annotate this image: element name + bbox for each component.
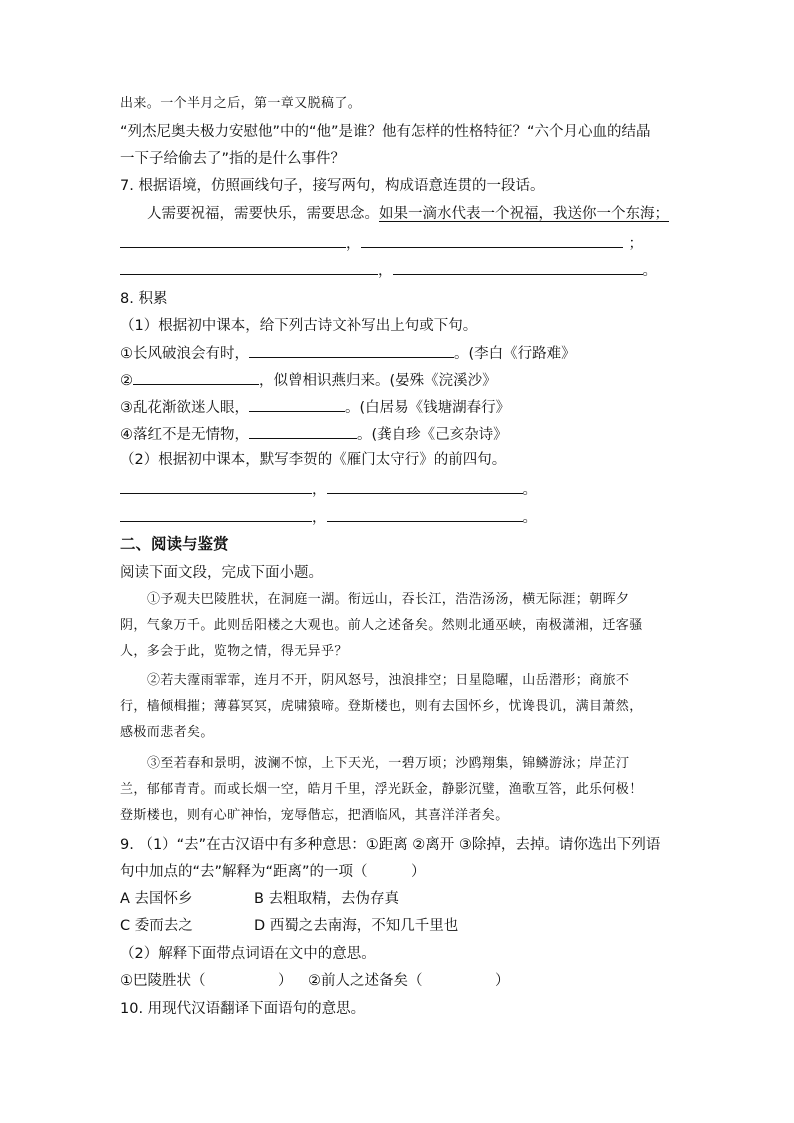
q8-item-3-blank[interactable] bbox=[249, 396, 345, 412]
passage-p1-line-3: 人，多会于此，览物之情，得无异乎？ bbox=[120, 644, 348, 659]
q8-part2-comma-2: ， bbox=[312, 510, 327, 526]
q8-title: 8. 积累 bbox=[120, 291, 168, 307]
passage-p3-line-1: ③至若春和景明，波澜不惊，上下天光，一碧万顷；沙鸥翔集，锦鳞游泳；岸芷汀 bbox=[147, 756, 630, 771]
q7-context bbox=[147, 204, 674, 224]
q7-blank-3[interactable] bbox=[120, 259, 378, 275]
q8-part2-period-2: 。 bbox=[522, 510, 537, 526]
q8-item-3-source: 。(白居易《钱塘湖春行》 bbox=[345, 400, 511, 416]
q8-part2-instruction: （2）根据初中课本，默写李贺的《雁门太守行》的前四句。 bbox=[120, 452, 507, 468]
q8-item-2-number: ② bbox=[120, 373, 133, 389]
reading-instruction: 阅读下面文段，完成下面小题。 bbox=[120, 565, 323, 581]
q9-option-a[interactable]: A 去国怀乡 bbox=[120, 891, 193, 907]
q7-context-plain: 人需要祝福，需要快乐，需要思念。 bbox=[147, 206, 379, 222]
q8-part2-period-1: 。 bbox=[522, 482, 537, 498]
question-text-line-2: 一下子给偷去了”指的是什么事件？ bbox=[120, 151, 346, 167]
passage-p3-line-2: 兰，郁郁青青。而或长烟一空，皓月千里，浮光跃金，静影沉璧，渔歌互答，此乐何极！ bbox=[120, 782, 643, 797]
q8-part2-comma-1: ， bbox=[312, 482, 327, 498]
q8-item-2-source: ，似曾相识燕归来。(晏殊《浣溪沙》 bbox=[259, 373, 497, 389]
q7-semicolon: ； bbox=[628, 236, 643, 252]
q8-part1-instruction: （1）根据初中课本，给下列古诗文补写出上句或下句。 bbox=[120, 318, 478, 334]
question-text-line-1: “列杰尼奥夫极力安慰他”中的“他”是谁？他有怎样的性格特征？“六个月心血的结晶 bbox=[120, 124, 651, 140]
q8-item-4-prompt: ④落红不是无情物， bbox=[120, 427, 249, 443]
q8-item-4 bbox=[120, 423, 674, 445]
q8-item-1-source: 。(李白《行路难》 bbox=[454, 346, 576, 362]
q8-item-2 bbox=[120, 369, 674, 391]
q9-stem-line-1: 9. （1）“去”在古汉语中有多种意思：①距离 ②离开 ③除掉，去掉。请你选出下列语 bbox=[120, 837, 661, 853]
q7-comma-1: ， bbox=[346, 236, 361, 252]
q7-blank-2[interactable] bbox=[361, 232, 623, 248]
q7-answer-row-1 bbox=[120, 232, 674, 254]
q8-item-1 bbox=[120, 342, 674, 364]
q7-comma-2: ， bbox=[378, 263, 393, 279]
q7-answer-row-2 bbox=[120, 259, 674, 281]
q7-stem: 7. 根据语境，仿照画线句子，接写两句，构成语意连贯的一段话。 bbox=[120, 178, 545, 194]
passage-p2-line-1: ②若夫霪雨霏霏，连月不开，阴风怒号，浊浪排空；日星隐曜，山岳潜形；商旅不 bbox=[147, 673, 630, 688]
q9-sub-item-2[interactable]: ②前人之述备矣（ ） bbox=[308, 973, 510, 989]
q8-part2-row-1 bbox=[120, 478, 674, 500]
q9-stem-line-2: 句中加点的“去”解释为“距离”的一项（ ） bbox=[120, 864, 426, 880]
q8-part2-blank-3[interactable] bbox=[120, 506, 312, 522]
q9-option-c[interactable]: C 委而去之 bbox=[120, 918, 193, 934]
section-heading: 二、阅读与鉴赏 bbox=[120, 535, 229, 553]
q9-part2-instruction: （2）解释下面带点词语在文中的意思。 bbox=[120, 946, 376, 962]
q9-sub-item-1[interactable]: ①巴陵胜状（ ） bbox=[120, 973, 293, 989]
passage-p2-line-2: 行，樯倾楫摧；薄暮冥冥，虎啸猿啼。登斯楼也，则有去国怀乡，忧谗畏讥，满目萧然， bbox=[120, 699, 643, 714]
q8-part2-blank-1[interactable] bbox=[120, 478, 312, 494]
q7-blank-4[interactable] bbox=[393, 259, 643, 275]
q7-blank-1[interactable] bbox=[120, 232, 346, 248]
passage-p2-line-3: 感极而悲者矣。 bbox=[120, 725, 214, 740]
q9-options-row-2 bbox=[120, 916, 674, 936]
q8-item-4-source: 。(龚自珍《己亥杂诗》 bbox=[357, 427, 508, 443]
q8-item-1-prompt: ①长风破浪会有时， bbox=[120, 346, 249, 362]
q9-part2-items bbox=[120, 971, 674, 991]
passage-p1-line-2: 阴，气象万千。此则岳阳楼之大观也。前人之述备矣。然则北通巫峡，南极潇湘，迁客骚 bbox=[120, 618, 643, 633]
q8-part2-blank-4[interactable] bbox=[327, 506, 523, 522]
q8-part2-row-2 bbox=[120, 506, 674, 528]
passage-p3-line-3: 登斯楼也，则有心旷神怡，宠辱偕忘，把酒临风，其喜洋洋者矣。 bbox=[120, 808, 509, 823]
q8-part2-blank-2[interactable] bbox=[327, 478, 523, 494]
q7-period: 。 bbox=[642, 263, 657, 279]
q8-item-2-blank[interactable] bbox=[133, 369, 259, 385]
q8-item-3 bbox=[120, 396, 674, 418]
q9-options-row-1 bbox=[120, 889, 674, 909]
passage-p1-line-1: ①予观夫巴陵胜状，在洞庭一湖。衔远山，吞长江，浩浩汤汤，横无际涯；朝晖夕 bbox=[147, 592, 630, 607]
passage-tail-line: 出来。一个半月之后，第一章又脱稿了。 bbox=[120, 96, 362, 111]
q8-item-4-blank[interactable] bbox=[249, 423, 357, 439]
q8-item-3-prompt: ③乱花渐欲迷人眼， bbox=[120, 400, 249, 416]
q10-stem: 10. 用现代汉语翻译下面语句的意思。 bbox=[120, 1001, 366, 1017]
q7-underlined-sentence: 如果一滴水代表一个祝福，我送你一个东海； bbox=[379, 206, 669, 222]
q9-option-b[interactable]: B 去粗取精，去伪存真 bbox=[254, 891, 400, 907]
q8-item-1-blank[interactable] bbox=[249, 342, 454, 358]
q9-option-d[interactable]: D 西蜀之去南海，不知几千里也 bbox=[254, 918, 459, 934]
